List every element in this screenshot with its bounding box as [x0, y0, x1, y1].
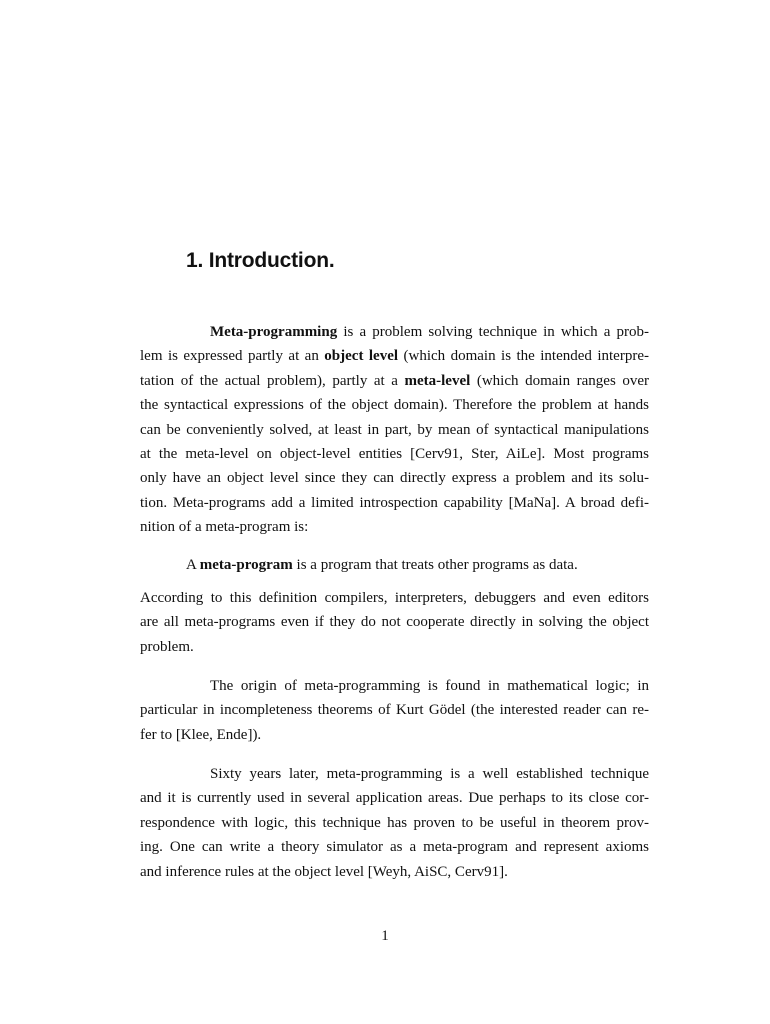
- text-line: lem is expressed partly at an object level (which domain is the intended interpre-: [140, 348, 649, 365]
- text-line: According to this definition compilers, interpreters, debuggers and even editors: [140, 590, 649, 606]
- page-number: 1: [381, 928, 389, 944]
- text-line: respondence with logic, this technique has proven to be useful in theorem prov-: [140, 814, 649, 831]
- term-meta-programming: Meta-programming: [210, 324, 338, 340]
- text-line: nition of a meta-program is:: [140, 519, 309, 536]
- section-heading: 1. Introduction.: [186, 249, 335, 272]
- text-line: The origin of meta-programming is found in mathematical logic; in: [210, 678, 649, 694]
- paragraph-definition-consequence: [140, 586, 649, 659]
- text-line: tion. Meta-programs add a limited introspection capability [MaNa]. A broad defi-: [140, 494, 649, 511]
- text-line: are all meta-programs even if they do not cooperate directly in solving the object: [140, 614, 649, 631]
- text-line: ing. One can write a theory simulator as a meta-program and represent axioms: [140, 839, 649, 856]
- paragraph-applications: [140, 762, 649, 884]
- meta-program-definition: A meta-program is a program that treats other programs as data.: [186, 557, 578, 573]
- term-meta-level: meta-level: [404, 372, 471, 389]
- paragraph-meta-programming: [140, 320, 649, 540]
- text-line: Meta-programming is a problem solving technique in which a prob-: [210, 324, 649, 340]
- text-line: can be conveniently solved, at least in part, by mean of syntactical manipulations: [140, 421, 649, 438]
- text-line: tation of the actual problem), partly at a meta-level (which domain ranges over: [140, 372, 649, 389]
- text-line: and inference rules at the object level [Weyh, AiSC, Cerv91].: [140, 863, 508, 880]
- text-line: at the meta-level on object-level entities [Cerv91, Ster, AiLe]. Most programs: [140, 446, 649, 463]
- text-line: Sixty years later, meta-programming is a well established technique: [210, 766, 649, 782]
- text-line: the syntactical expressions of the object domain). Therefore the problem at hands: [140, 397, 649, 414]
- text-line: and it is currently used in several application areas. Due perhaps to its close cor-: [140, 790, 649, 807]
- text-line: only have an object level since they can directly express a problem and its solu-: [140, 470, 649, 487]
- term-object-level: object level: [324, 348, 399, 365]
- text-line: particular in incompleteness theorems of Kurt Gödel (the interested reader can re-: [140, 702, 649, 719]
- text-line: problem.: [140, 638, 194, 655]
- paragraph-origin: [140, 674, 649, 747]
- term-meta-program: meta-program: [199, 557, 293, 573]
- text-line: fer to [Klee, Ende]).: [140, 726, 262, 743]
